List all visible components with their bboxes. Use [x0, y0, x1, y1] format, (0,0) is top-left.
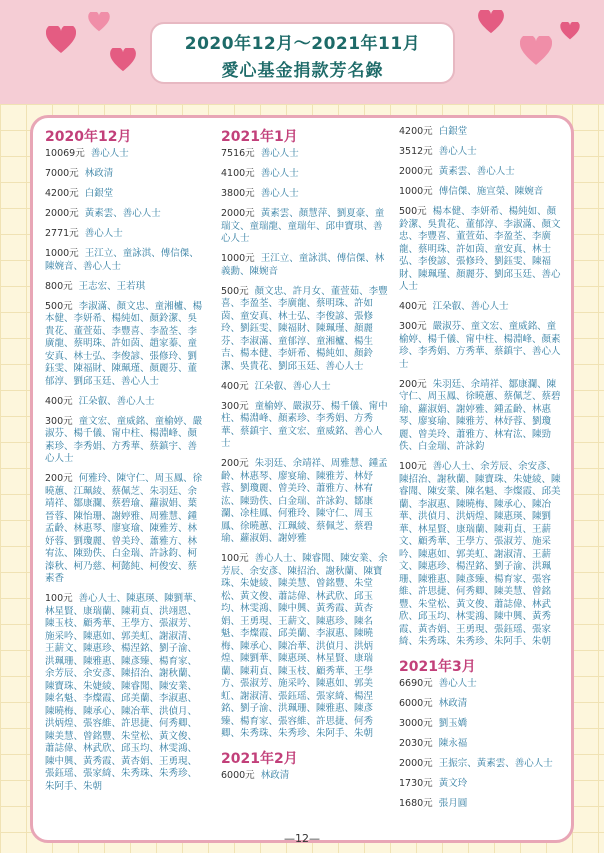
donor-names: 善心人士、陳睿聞、陳安業、余芳辰、余安彥、陳招治、謝秋蘭、陳寶珠、朱婕綾、陳美慧、曾銘豐、朱堂松、黃文俊、蕭誌偉、林武欣、邱玉均、林雯鴻、陳中興、黃秀霞、黃杏娟、王勇現、王薪文、陳惠珍、陳名魁、李燦霞、邱美蘭、李淑惠、陳曉梅、陳承心、陳冶華、洪偵月、洪炳煌、陳劉華、陳惠瑛、林星賢、康瑞蘭、陳莉貞、陳玉枝、顧秀華、王學方、張淑芳、施采吟、陳惠如、郭美虹、謝淑清、張鈺瑶、張家綺、楊涅銘、劉子渝、洪珮珊、陳雅惠、陳彥臻、楊育家、張容維、許思捷、何秀卿、朱秀珠、朱秀珍、朱阿手、朱朝 — [221, 553, 388, 739]
donor-names: 朱羽廷、余靖祥、周雅慧、鍾孟齡、林惠琴、廖宴瑜、陳雅芳、林妤蓉、劉瓊麗、曾美玲、蕭雅方、林宥汯、陳勁佚、白金瑞、許詠鈞、鄒康瀾、凃桂鳳、何雅玲、陳守仁、周玉鳳、徐曉蕙、江珮綾、蔡佩芝、蔡碧瑜、蘿淑娟、謝婷雅 — [221, 458, 388, 544]
donation-amount: 500元 — [221, 285, 249, 297]
donor-names: 劉玉嬌 — [438, 718, 468, 729]
donation-entry — [399, 126, 565, 139]
donation-amount: 200元 — [221, 458, 249, 469]
heart-icon — [88, 12, 110, 32]
donor-names: 童榆婷、嚴淑芬、楊千儀、甯中柱、楊淵峰、顏素珍、李秀娟、方秀華、蔡鎮宇、童文宏、童威銘、善心人士 — [221, 400, 388, 449]
donor-names: 善心人士、陳惠瑛、陳劉華、林星賢、康瑞蘭、陳莉貞、洪翊恩、陳玉枝、顧秀華、王學方、張淑芳、施采吟、陳惠如、郭美虹、謝淑清、王薪文、陳惠珍、楊涅銘、劉子渝、洪珮珊、陳雅惠、陳彥臻、楊育家、余芳辰、余安彥、陳招治、謝秋蘭、陳寶珠、朱婕綾、陳睿聞、陳安業、陳名魁、李燦霞、邱美蘭、李淑惠、陳曉梅、陳承心、陳冶華、洪偵月、洪炳煌、張容維、許思捷、何秀卿、陳美慧、曾銘豐、朱堂松、黃文俊、蕭誌偉、林武欣、邱玉均、林雯鴻、陳中興、黃秀霞、黃杏娟、王勇現、張鈺瑶、張家綺、朱秀珠、朱秀珍、朱阿手、朱朝 — [45, 593, 203, 792]
donation-entry — [45, 208, 205, 221]
donation-entry — [45, 188, 205, 201]
donation-entry — [399, 166, 565, 179]
donation-amount: 4100元 — [221, 168, 255, 179]
donation-amount: 200元 — [45, 473, 73, 484]
donation-amount: 6000元 — [221, 770, 255, 781]
donation-amount: 6000元 — [399, 698, 433, 709]
donation-amount: 2000元 — [221, 208, 255, 219]
donation-entry — [221, 458, 391, 546]
donor-names: 善心人士、余芳辰、余安彥、陳招治、謝秋蘭、陳寶珠、朱婕綾、陳睿聞、陳安業、陳名魁、李燦霞、邱美蘭、李淑惠、陳曉梅、陳承心、陳冶華、洪偵月、洪炳煌、陳惠瑛、陳劉華、林星賢、康瑞蘭、陳莉貞、王薪文、顧秀華、王學方、張淑芳、施采吟、陳惠如、郭美虹、謝淑清、王薪文、陳惠珍、楊涅銘、劉子渝、洪珮珊、陳雅惠、陳彥臻、楊育家、張容維、許思捷、何秀卿、陳美慧、曾銘豐、朱堂松、黃文俊、蕭誌偉、林武欣、邱玉均、林雯鴻、陳中興、黃秀霞、黃杏娟、王勇現、張鈺瑶、張家綺、朱秀珠、朱秀珍、朱阿手、朱朝 — [399, 461, 561, 647]
donation-entry — [399, 758, 565, 771]
donation-entry — [399, 321, 565, 371]
donation-amount: 4200元 — [399, 126, 433, 137]
donation-amount: 400元 — [45, 395, 73, 407]
donor-names: 江朵叡、善心人士 — [254, 380, 331, 392]
donor-names: 王志宏、王若琪 — [78, 280, 146, 292]
donation-amount: 100元 — [45, 593, 73, 604]
donor-names: 善心人士 — [90, 148, 129, 159]
donation-amount: 100元 — [399, 461, 427, 472]
donation-amount: 500元 — [399, 206, 427, 217]
donor-names: 李淑滿、顏文忠、童湘櫨、楊本健、李妍希、楊純如、顏鈴潔、吳貴花、董萱茹、李豐喜、李盈荃、李廣龍、蔡明珠、許如茵、趙家蓁、童安真、林士弘、李俊諺、張修玲、劉鈺雯、陳福財、陳珮瑾、顏麗芬、董郁淳、劉邱玉廷、善心人士 — [45, 300, 203, 387]
title-box — [150, 22, 455, 84]
donation-entry — [399, 718, 565, 731]
donation-amount: 3512元 — [399, 146, 433, 157]
section-heading: 2021年1月 — [221, 129, 298, 145]
donation-entry — [45, 396, 205, 409]
heart-icon — [560, 22, 580, 40]
donor-names: 林政清 — [84, 168, 114, 179]
section-heading: 2020年12月 — [45, 129, 132, 145]
donor-names: 楊本健、李妍希、楊純如、顏鈴潔、吳貴花、董郁淳、李淑滿、顏文忠、李豐喜、董萱茹、李盈荃、李廣龍、蔡明珠、許如茵、童安真、林士弘、李俊諺、張修玲、劉鈺雯、陳福財、陳珮瑾、顏麗芬、劉邱玉廷、善心人士 — [399, 206, 561, 292]
section-2021-02-continued — [399, 126, 565, 649]
page-subtitle: 愛心基金捐款芳名錄 — [221, 61, 384, 81]
donation-entry — [221, 401, 391, 451]
donation-entry — [45, 473, 205, 586]
section-2021-02 — [221, 770, 391, 783]
donation-amount: 2030元 — [399, 738, 433, 749]
donor-names: 黃素雲、善心人士 — [438, 166, 515, 177]
donation-entry — [45, 168, 205, 181]
donation-amount: 1730元 — [399, 778, 433, 789]
donation-entry — [399, 698, 565, 711]
donor-names: 嚴淑芬、童文宏、童威銘、童榆婷、楊千儀、甯中柱、楊淵峰、顏素珍、李秀娟、方秀華、蔡鎮宇、善心人士 — [399, 321, 561, 370]
donor-names: 何雅玲、陳守仁、周玉鳳、徐曉蕙、江珮綾、蔡佩芝、朱羽廷、余靖祥、鄒康瀾、蔡碧瑜、蘿淑娟、葉晉蓉、陳怡珊、謝婷雅、周雅慧、鍾孟齡、林惠琴、廖宴瑜、陳雅芳、林妤蓉、劉瓊麗、曾美玲、蕭雅方、林宥汯、陳勁佚、白金瑞、許詠鈞、柯溱秋、柯乃慈、柯懿純、柯俊安、蔡素香 — [45, 473, 203, 584]
donor-names: 江朵叡、善心人士 — [432, 301, 509, 312]
section-heading: 2021年3月 — [399, 659, 476, 675]
header-banner — [0, 0, 604, 104]
donor-names: 白銀堂 — [84, 188, 114, 199]
donation-entry — [399, 206, 565, 294]
donation-amount: 300元 — [221, 400, 249, 412]
page-title: 2020年12月～2021年11月 — [184, 34, 421, 54]
donor-names: 林政清 — [438, 698, 468, 709]
section-2021-03 — [399, 678, 565, 811]
heart-icon — [478, 10, 504, 34]
donation-amount: 400元 — [221, 380, 249, 392]
donation-amount: 200元 — [399, 378, 427, 390]
donation-entry — [45, 593, 205, 793]
donor-names: 黃素雲、善心人士 — [84, 208, 161, 219]
donation-amount: 2771元 — [45, 228, 79, 239]
donor-names: 張月圓 — [438, 798, 468, 809]
donation-entry — [221, 286, 391, 374]
donation-amount: 1000元 — [221, 253, 255, 264]
donation-entry — [221, 770, 391, 783]
donation-entry — [221, 188, 391, 201]
donation-amount: 1000元 — [45, 248, 79, 259]
donation-entry — [221, 208, 391, 246]
heart-icon — [520, 36, 552, 66]
column-left — [45, 126, 205, 801]
donor-names: 白銀堂 — [438, 126, 468, 137]
donation-amount: 2000元 — [399, 758, 433, 769]
donation-amount: 400元 — [399, 301, 427, 312]
donation-entry — [221, 148, 391, 161]
donation-entry — [45, 148, 205, 161]
donor-names: 善心人士 — [260, 168, 299, 179]
heart-icon — [46, 26, 76, 54]
donation-entry — [221, 381, 391, 394]
donor-names: 陳永福 — [438, 738, 468, 749]
donation-entry — [399, 778, 565, 791]
page-number: —12— — [284, 832, 320, 845]
donation-entry — [45, 228, 205, 241]
donor-names: 王江立、童詠淇、傅信傑、林義勳、陳婉音 — [221, 253, 385, 277]
donation-amount: 300元 — [399, 321, 427, 332]
donation-amount: 2000元 — [45, 208, 79, 219]
donor-names: 林政清 — [260, 770, 290, 781]
donor-names: 童文宏、童威銘、童榆婷、嚴淑芬、楊千儀、甯中柱、楊淵峰、顏素珍、李秀娟、方秀華、蔡鎮宇、善心人士 — [45, 415, 203, 464]
donation-entry — [45, 301, 205, 389]
donation-amount: 300元 — [45, 415, 73, 427]
donor-names: 王江立、童詠淇、傅信傑、陳婉音、善心人士 — [45, 248, 199, 272]
donation-entry — [399, 461, 565, 649]
donor-names: 顏文忠、許月女、董萱茹、李豐喜、李盈荃、李廣龍、蔡明珠、許如茵、童安真、林士弘、李俊諺、張修玲、劉鈺雯、陳福財、陳珮瑾、顏麗芬、李淑滿、童郁淳、童湘櫨、楊生吉、楊本健、李妍希、楊純如、顏鈴潔、吳貴花、劉邱玉廷、善心人士 — [221, 285, 388, 372]
donation-entry — [399, 738, 565, 751]
donor-names: 善心人士 — [260, 148, 299, 159]
donation-amount: 4200元 — [45, 188, 79, 199]
section-2020-12 — [45, 148, 205, 793]
column-right — [399, 126, 565, 818]
donor-names: 善心人士 — [84, 228, 123, 239]
donation-entry — [399, 146, 565, 159]
section-heading: 2021年2月 — [221, 751, 298, 767]
donation-amount: 6690元 — [399, 678, 433, 689]
donation-entry — [45, 281, 205, 294]
donation-amount: 800元 — [45, 280, 73, 292]
donation-entry — [399, 379, 565, 454]
donation-amount: 3800元 — [221, 188, 255, 199]
donor-names: 善心人士 — [260, 188, 299, 199]
donation-entry — [45, 248, 205, 273]
donor-names: 朱羽廷、余靖祥、鄒康瀾、陳守仁、周玉鳳、徐曉蕙、蔡佩芝、蔡碧瑜、蘿淑娟、謝婷雅、鍾孟齡、林惠琴、廖宴瑜、陳雅芳、林妤蓉、劉瓊麗、曾美玲、蕭雅方、林宥汯、陳勁佚、白金瑞、許詠鈞 — [399, 378, 561, 452]
donation-entry — [45, 416, 205, 466]
donation-list-panel — [30, 115, 574, 843]
donation-amount: 2000元 — [399, 166, 433, 177]
donation-amount: 100元 — [221, 553, 249, 564]
donor-names: 傅信傑、施宣榮、陳婉音 — [438, 186, 544, 197]
donor-names: 江朵叡、善心人士 — [78, 395, 155, 407]
donation-amount: 1000元 — [399, 186, 433, 197]
donation-entry — [221, 553, 391, 741]
donation-amount: 7516元 — [221, 148, 255, 159]
donation-amount: 1680元 — [399, 798, 433, 809]
column-middle — [221, 126, 391, 790]
donation-amount: 7000元 — [45, 168, 79, 179]
donation-entry — [221, 168, 391, 181]
donation-entry — [399, 798, 565, 811]
donor-names: 王振宗、黃素雲、善心人士 — [438, 758, 553, 769]
section-2021-01 — [221, 148, 391, 741]
donor-names: 黃文玲 — [438, 778, 468, 789]
donor-names: 善心人士 — [438, 146, 477, 157]
donation-entry — [399, 186, 565, 199]
donor-names: 善心人士 — [438, 678, 477, 689]
heart-icon — [110, 48, 136, 72]
donor-names: 黃素雲、顏慧萍、劉夏豪、童瑞文、童瑞龍、童瑞年、邱申寶琪、善心人士 — [221, 208, 385, 244]
donation-amount: 10069元 — [45, 148, 85, 159]
donation-amount: 500元 — [45, 300, 73, 312]
donation-entry — [221, 253, 391, 278]
donation-entry — [399, 678, 565, 691]
donation-entry — [399, 301, 565, 314]
donation-amount: 3000元 — [399, 718, 433, 729]
